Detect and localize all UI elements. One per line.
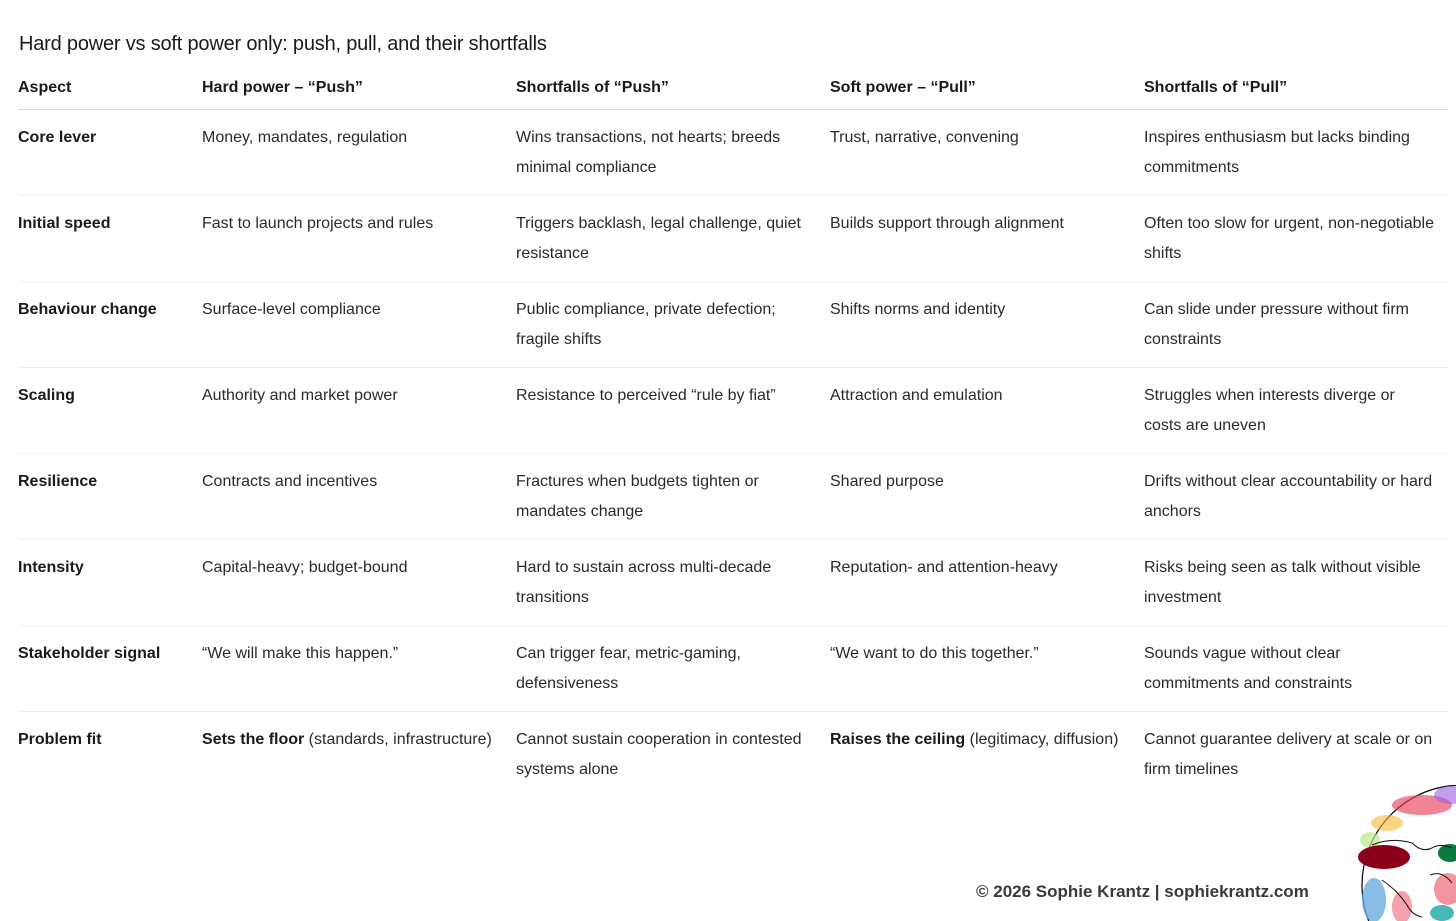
push-cell: Fast to launch projects and rules [202, 195, 516, 281]
push-shortfall-cell: Resistance to perceived “rule by fiat” [516, 367, 830, 453]
table-row [18, 109, 1448, 195]
push-cell: Authority and market power [202, 367, 516, 453]
push-shortfall-cell: Cannot sustain cooperation in contested systems alone [516, 730, 802, 778]
header-hard-power-push: Hard power – “Push” [202, 70, 516, 109]
push-shortfall-cell: Fractures when budgets tighten or mandates change [516, 453, 830, 539]
pull-cell [830, 711, 1144, 797]
table-row [18, 367, 1448, 453]
push-cell: Surface-level compliance [202, 281, 516, 367]
pull-shortfall-cell: Risks being seen as talk without visible investment [1144, 539, 1448, 625]
pull-shortfall-cell: Can slide under pressure without firm constraints [1144, 281, 1448, 367]
pull-cell: Builds support through alignment [830, 195, 1144, 281]
push-shortfall-cell: Wins transactions, not hearts; breeds minimal compliance [516, 109, 830, 195]
aspect-cell: Core lever [18, 109, 202, 195]
table-row [18, 539, 1448, 625]
pull-shortfall-cell: Cannot guarantee delivery at scale or on firm timelines [1144, 730, 1433, 778]
header-shortfalls-pull: Shortfalls of “Pull” [1144, 70, 1448, 109]
push-cell: “We will make this happen.” [202, 625, 516, 711]
copyright-footer: © 2026 Sophie Krantz | sophiekrantz.com [976, 882, 1309, 901]
pull-cell: Attraction and emulation [830, 367, 1144, 453]
pull-shortfall-cell: Often too slow for urgent, non-negotiable shifts [1144, 195, 1448, 281]
table-header [18, 70, 1448, 109]
push-cell: Contracts and incentives [202, 453, 516, 539]
table-row [18, 281, 1448, 367]
table-row [18, 625, 1448, 711]
pull-shortfall-cell: Struggles when interests diverge or costs are uneven [1144, 367, 1448, 453]
push-shortfall-cell: Hard to sustain across multi-decade transitions [516, 539, 830, 625]
push-cell: Money, mandates, regulation [202, 109, 516, 195]
header-row [18, 70, 1448, 109]
page-title: Hard power vs soft power only: push, pull, and their shortfalls [19, 33, 547, 55]
push-cell: Capital-heavy; budget-bound [202, 539, 516, 625]
push-shortfall-cell: Public compliance, private defection; fragile shifts [516, 281, 830, 367]
pull-shortfall-cell: Sounds vague without clear commitments and constraints [1144, 625, 1448, 711]
aspect-cell: Resilience [18, 453, 202, 539]
pull-cell: Reputation- and attention-heavy [830, 539, 1144, 625]
aspect-cell: Scaling [18, 367, 202, 453]
aspect-cell: Intensity [18, 539, 202, 625]
pull-shortfall-cell: Drifts without clear accountability or hard anchors [1144, 453, 1448, 539]
comparison-table [18, 70, 1448, 797]
aspect-cell: Initial speed [18, 195, 202, 281]
push-shortfall-cell: Can trigger fear, metric-gaming, defensiveness [516, 625, 830, 711]
pull-cell: Shared purpose [830, 453, 1144, 539]
pull-emphasis: Raises the ceiling [830, 730, 966, 748]
aspect-cell: Behaviour change [18, 281, 202, 367]
pull-cell: Shifts norms and identity [830, 281, 1144, 367]
header-aspect: Aspect [18, 70, 202, 109]
pull-cell: Trust, narrative, convening [830, 109, 1144, 195]
pull-shortfall-cell: Inspires enthusiasm but lacks binding commitments [1144, 109, 1448, 195]
table-body [18, 109, 1448, 797]
header-soft-power-pull: Soft power – “Pull” [830, 70, 1144, 109]
pull-detail: (legitimacy, diffusion) [965, 730, 1119, 748]
push-detail: (standards, infrastructure) [304, 730, 492, 748]
table-row [18, 195, 1448, 281]
table-row [18, 453, 1448, 539]
aspect-cell: Stakeholder signal [18, 625, 202, 711]
pull-cell: “We want to do this together.” [830, 625, 1144, 711]
aspect-cell: Problem fit [18, 730, 102, 748]
push-emphasis: Sets the floor [202, 730, 305, 748]
push-shortfall-cell: Triggers backlash, legal challenge, quiet resistance [516, 195, 830, 281]
header-shortfalls-push: Shortfalls of “Push” [516, 70, 830, 109]
painted-globe-icon [1352, 785, 1456, 921]
push-cell [202, 711, 516, 797]
table-row [18, 711, 1448, 797]
